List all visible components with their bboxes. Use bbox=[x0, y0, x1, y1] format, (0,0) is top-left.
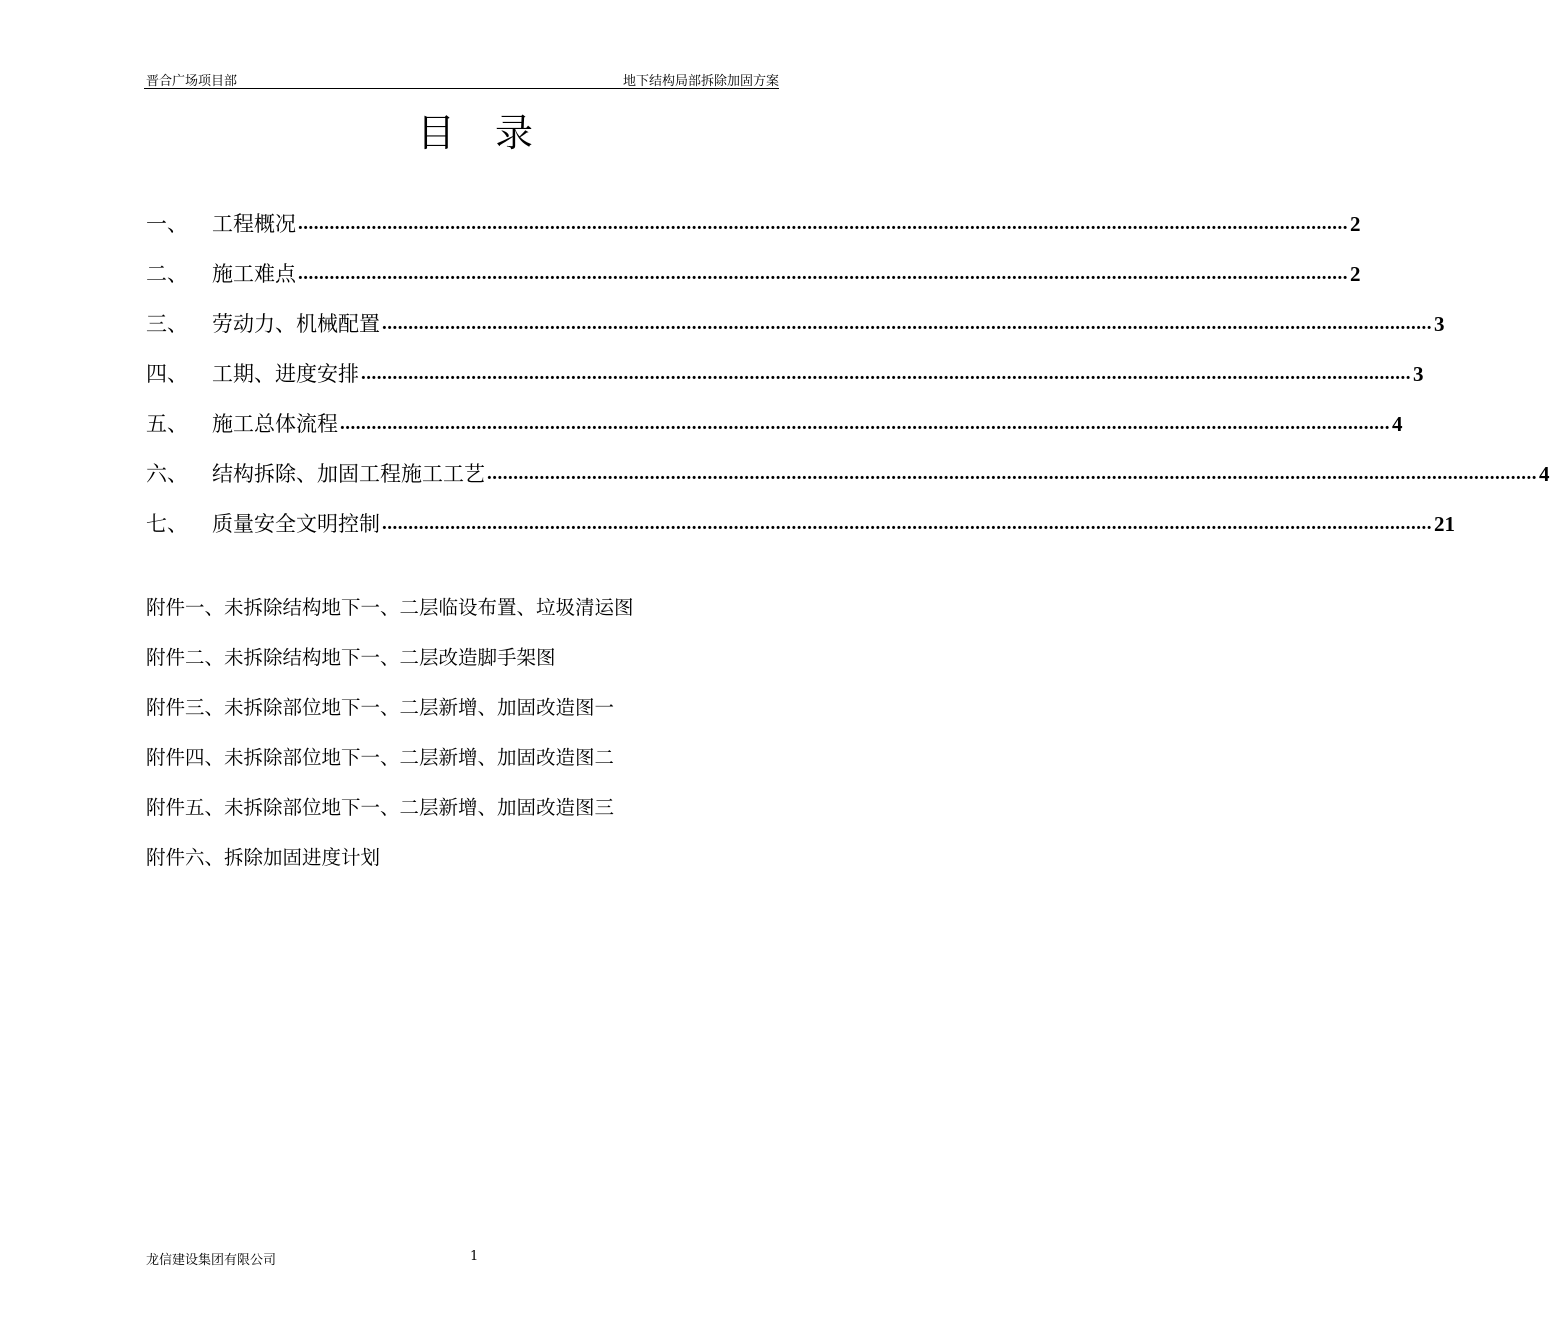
attachment-item: 附件五、未拆除部位地下一、二层新增、加固改造图三 bbox=[146, 796, 615, 819]
attachment-item: 附件四、未拆除部位地下一、二层新增、加固改造图二 bbox=[146, 746, 615, 769]
toc-entry-title: 工程概况 bbox=[212, 212, 296, 236]
toc-entry-page: 4 bbox=[1392, 412, 1403, 436]
attachment-item: 附件一、未拆除结构地下一、二层临设布置、垃圾清运图 bbox=[146, 596, 634, 619]
toc-entry-number: 五、 bbox=[146, 412, 188, 436]
toc-entry-number: 六、 bbox=[146, 462, 188, 486]
toc-entry-title: 施工总体流程 bbox=[212, 412, 338, 436]
table-of-contents bbox=[146, 192, 1550, 542]
toc-entry-number: 二、 bbox=[146, 262, 188, 286]
toc-entry-page: 3 bbox=[1434, 312, 1445, 336]
toc-dot-leader: ........................................................................................................................................................................................................ bbox=[361, 363, 1411, 384]
toc-entry-title: 结构拆除、加固工程施工工艺 bbox=[212, 462, 485, 486]
toc-entry[interactable] bbox=[146, 492, 1455, 542]
header-document-title: 地下结构局部拆除加固方案 bbox=[622, 74, 779, 89]
attachment-list bbox=[146, 590, 634, 890]
toc-entry-page: 21 bbox=[1434, 512, 1455, 536]
footer-company: 龙信建设集团有限公司 bbox=[146, 1253, 277, 1268]
toc-entry-number: 一、 bbox=[146, 212, 188, 236]
toc-entry[interactable] bbox=[146, 442, 1550, 492]
attachment-item: 附件二、未拆除结构地下一、二层改造脚手架图 bbox=[146, 646, 556, 669]
toc-entry-page: 2 bbox=[1350, 262, 1361, 286]
toc-entry-title: 工期、进度安排 bbox=[212, 362, 359, 386]
toc-entry-page: 4 bbox=[1539, 462, 1550, 486]
toc-dot-leader: ........................................................................................................................................................................................................ bbox=[382, 313, 1432, 334]
toc-entry-title: 施工难点 bbox=[212, 262, 296, 286]
attachment-item: 附件三、未拆除部位地下一、二层新增、加固改造图一 bbox=[146, 696, 615, 719]
attachment-item: 附件六、拆除加固进度计划 bbox=[146, 846, 381, 869]
toc-dot-leader: ........................................................................................................................................................................................................ bbox=[298, 213, 1348, 234]
toc-entry-page: 2 bbox=[1350, 212, 1361, 236]
toc-entry-number: 四、 bbox=[146, 362, 188, 386]
toc-entry-page: 3 bbox=[1413, 362, 1424, 386]
toc-entry-title: 劳动力、机械配置 bbox=[212, 312, 380, 336]
toc-entry[interactable] bbox=[146, 292, 1445, 342]
toc-entry[interactable] bbox=[146, 342, 1424, 392]
toc-entry-number: 七、 bbox=[146, 512, 188, 536]
footer-page-number: 1 bbox=[470, 1249, 479, 1264]
header-divider bbox=[144, 88, 779, 89]
toc-entry-number: 三、 bbox=[146, 312, 188, 336]
toc-dot-leader: ........................................................................................................................................................................................................ bbox=[298, 263, 1348, 284]
page-title: 目录 bbox=[416, 111, 573, 155]
toc-dot-leader: ........................................................................................................................................................................................................ bbox=[487, 463, 1537, 484]
header-project-name: 晋合广场项目部 bbox=[146, 74, 238, 89]
toc-dot-leader: ........................................................................................................................................................................................................ bbox=[340, 413, 1390, 434]
toc-entry[interactable] bbox=[146, 392, 1403, 442]
toc-dot-leader: ........................................................................................................................................................................................................ bbox=[382, 513, 1432, 534]
toc-entry[interactable] bbox=[146, 192, 1361, 242]
toc-entry[interactable] bbox=[146, 242, 1361, 292]
toc-entry-title: 质量安全文明控制 bbox=[212, 512, 380, 536]
